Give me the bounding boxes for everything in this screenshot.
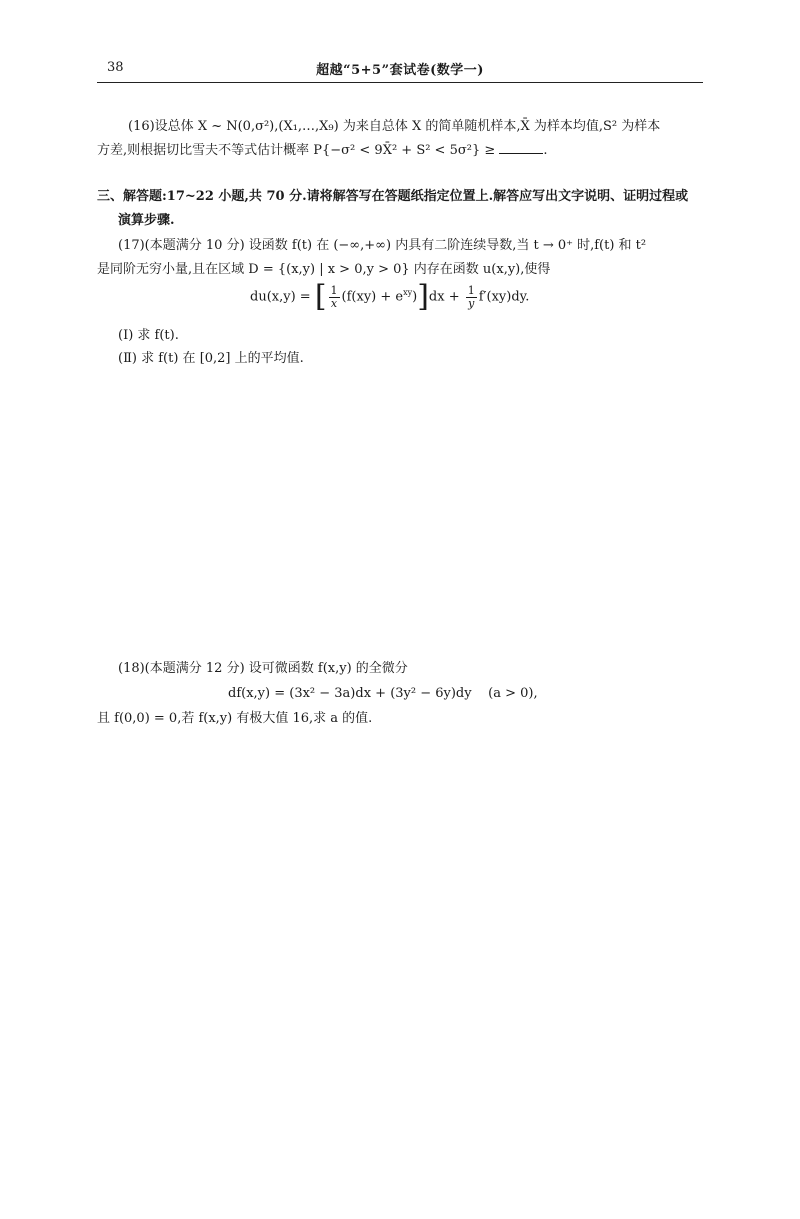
- q18-line3: 且 f(0,0) = 0,若 f(x,y) 有极大值 16,求 a 的值.: [97, 711, 373, 726]
- q17-part2: (Ⅱ) 求 f(t) 在 [0,2] 上的平均值.: [118, 351, 304, 366]
- formula-lhs: du(x,y) =: [250, 289, 315, 305]
- header-rule: [97, 82, 703, 83]
- page-number: 38: [107, 60, 124, 75]
- q17-line1: (17)(本题满分 10 分) 设函数 f(t) 在 (−∞,+∞) 内具有二阶连续导数,当 t → 0⁺ 时,f(t) 和 t²: [118, 238, 647, 253]
- q16-line2: 方差,则根据切比雪夫不等式估计概率 P{−σ² < 9X̄² + S² < 5σ²} ≥ .: [97, 143, 548, 158]
- answer-blank: [499, 143, 543, 154]
- fraction-1-over-y: $\frac{1}{y}$: [467, 283, 475, 310]
- q17-part1: (Ⅰ) 求 f(t).: [118, 328, 179, 343]
- running-title: 超越“5+5”套试卷(数学一): [316, 63, 484, 78]
- q16-line2-text: 方差,则根据切比雪夫不等式估计概率 P{−σ² < 9X̄² + S² < 5σ²} ≥: [97, 143, 496, 158]
- q16-line1: (16)设总体 X ~ N(0,σ²),(X₁,…,X₉) 为来自总体 X 的简单随机样本,X̄ 为样本均值,S² 为样本: [128, 119, 661, 134]
- section3-line2: 演算步骤.: [118, 213, 175, 228]
- q17-formula: du(x,y) = [ $\frac{1}{x}$ $(f(xy) + e^{xy})]dx$ + $\frac{1}{y}$ f′(xy)dy.: [250, 279, 530, 314]
- fraction-1-over-x: $\frac{1}{x}$: [330, 283, 338, 310]
- section3-line1: 三、解答题:17~22 小题,共 70 分.请将解答写在答题纸指定位置上.解答应写出文字说明、证明过程或: [97, 189, 689, 204]
- q17-line2: 是同阶无穷小量,且在区域 D = {(x,y) | x > 0,y > 0} 内存在函数 u(x,y),使得: [97, 262, 551, 277]
- q18-line1: (18)(本题满分 12 分) 设可微函数 f(x,y) 的全微分: [118, 661, 408, 676]
- q18-formula: df(x,y) = (3x² − 3a)dx + (3y² − 6y)dy (a > 0),: [228, 686, 538, 701]
